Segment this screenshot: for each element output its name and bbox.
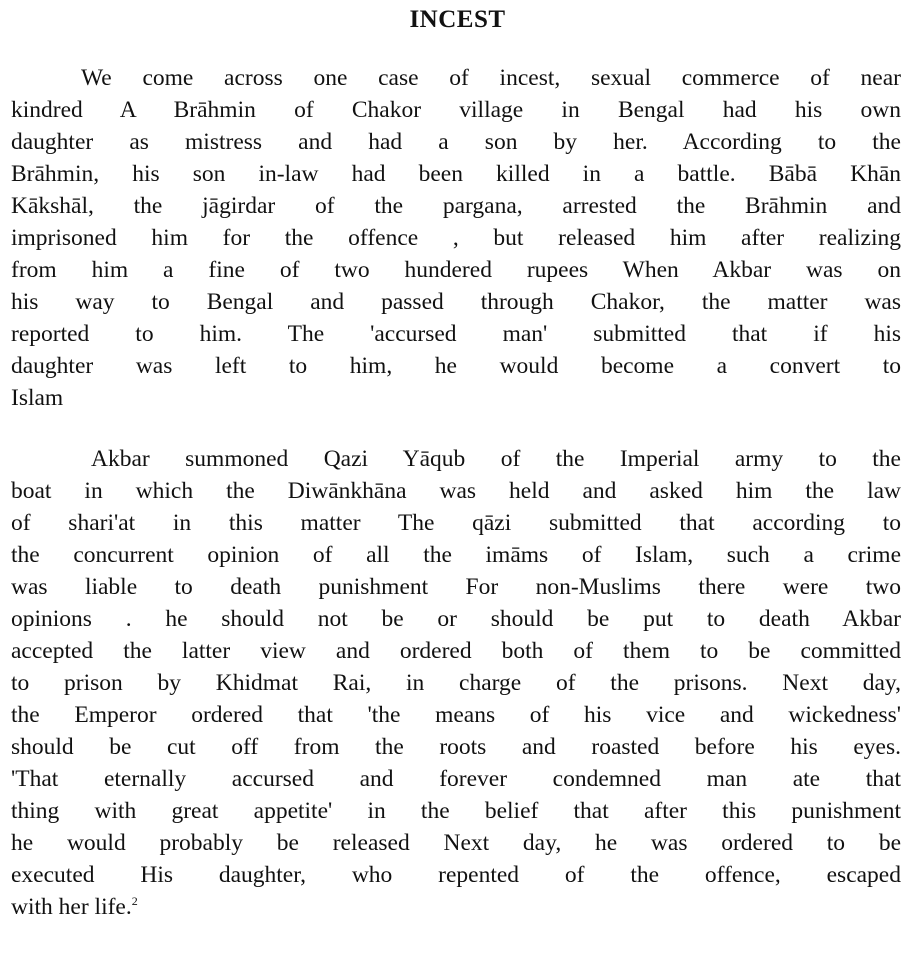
final-line-text: with her life. bbox=[11, 894, 132, 920]
footnote-marker[interactable]: 2 bbox=[131, 894, 138, 909]
text-line: kindred A Brāhmin of Chakor village in Bengal had his own bbox=[11, 97, 901, 123]
text-line: opinions . he should not be or should be put to death Akbar bbox=[11, 606, 901, 632]
text-line: reported to him. The 'accursed man' submitted that if his bbox=[11, 321, 901, 347]
section-heading: INCEST bbox=[409, 6, 506, 33]
text-line: imprisoned him for the offence , but released him after realizing bbox=[11, 225, 901, 251]
text-line: Akbar summoned Qazi Yāqub of the Imperial army to the bbox=[91, 446, 901, 472]
text-line: boat in which the Diwānkhāna was held and asked him the law bbox=[11, 478, 901, 504]
text-line-final bbox=[11, 891, 901, 923]
paragraph-2 bbox=[11, 443, 901, 923]
text-line: Brāhmin, his son in-law had been killed in a battle. Bābā Khān bbox=[11, 161, 901, 187]
text-line: his way to Bengal and passed through Chakor, the matter was bbox=[11, 289, 901, 315]
text-line: 'That eternally accursed and forever condemned man ate that bbox=[11, 766, 901, 792]
text-line: he would probably be released Next day, he was ordered to be bbox=[11, 830, 901, 856]
text-line: We come across one case of incest, sexual commerce of near bbox=[81, 65, 901, 91]
text-line: from him a fine of two hundered rupees When Akbar was on bbox=[11, 257, 901, 283]
text-line: the Emperor ordered that 'the means of his vice and wickedness' bbox=[11, 702, 901, 728]
text-line: to prison by Khidmat Rai, in charge of the prisons. Next day, bbox=[11, 670, 901, 696]
text-line: Islam bbox=[11, 385, 64, 411]
text-line: accepted the latter view and ordered both of them to be committed bbox=[11, 638, 901, 664]
text-line: was liable to death punishment For non-Muslims there were two bbox=[11, 574, 901, 600]
text-line: thing with great appetite' in the belief that after this punishment bbox=[11, 798, 901, 824]
text-line: daughter as mistress and had a son by her. According to the bbox=[11, 129, 901, 155]
paragraph-1 bbox=[11, 62, 901, 414]
text-line: should be cut off from the roots and roasted before his eyes. bbox=[11, 734, 901, 760]
text-line: executed His daughter, who repented of the offence, escaped bbox=[11, 862, 901, 888]
text-line: daughter was left to him, he would become a convert to bbox=[11, 353, 901, 379]
text-line: Kākshāl, the jāgirdar of the pargana, arrested the Brāhmin and bbox=[11, 193, 901, 219]
text-line: the concurrent opinion of all the imāms of Islam, such a crime bbox=[11, 542, 901, 568]
text-line: of shari'at in this matter The qāzi submitted that according to bbox=[11, 510, 901, 536]
